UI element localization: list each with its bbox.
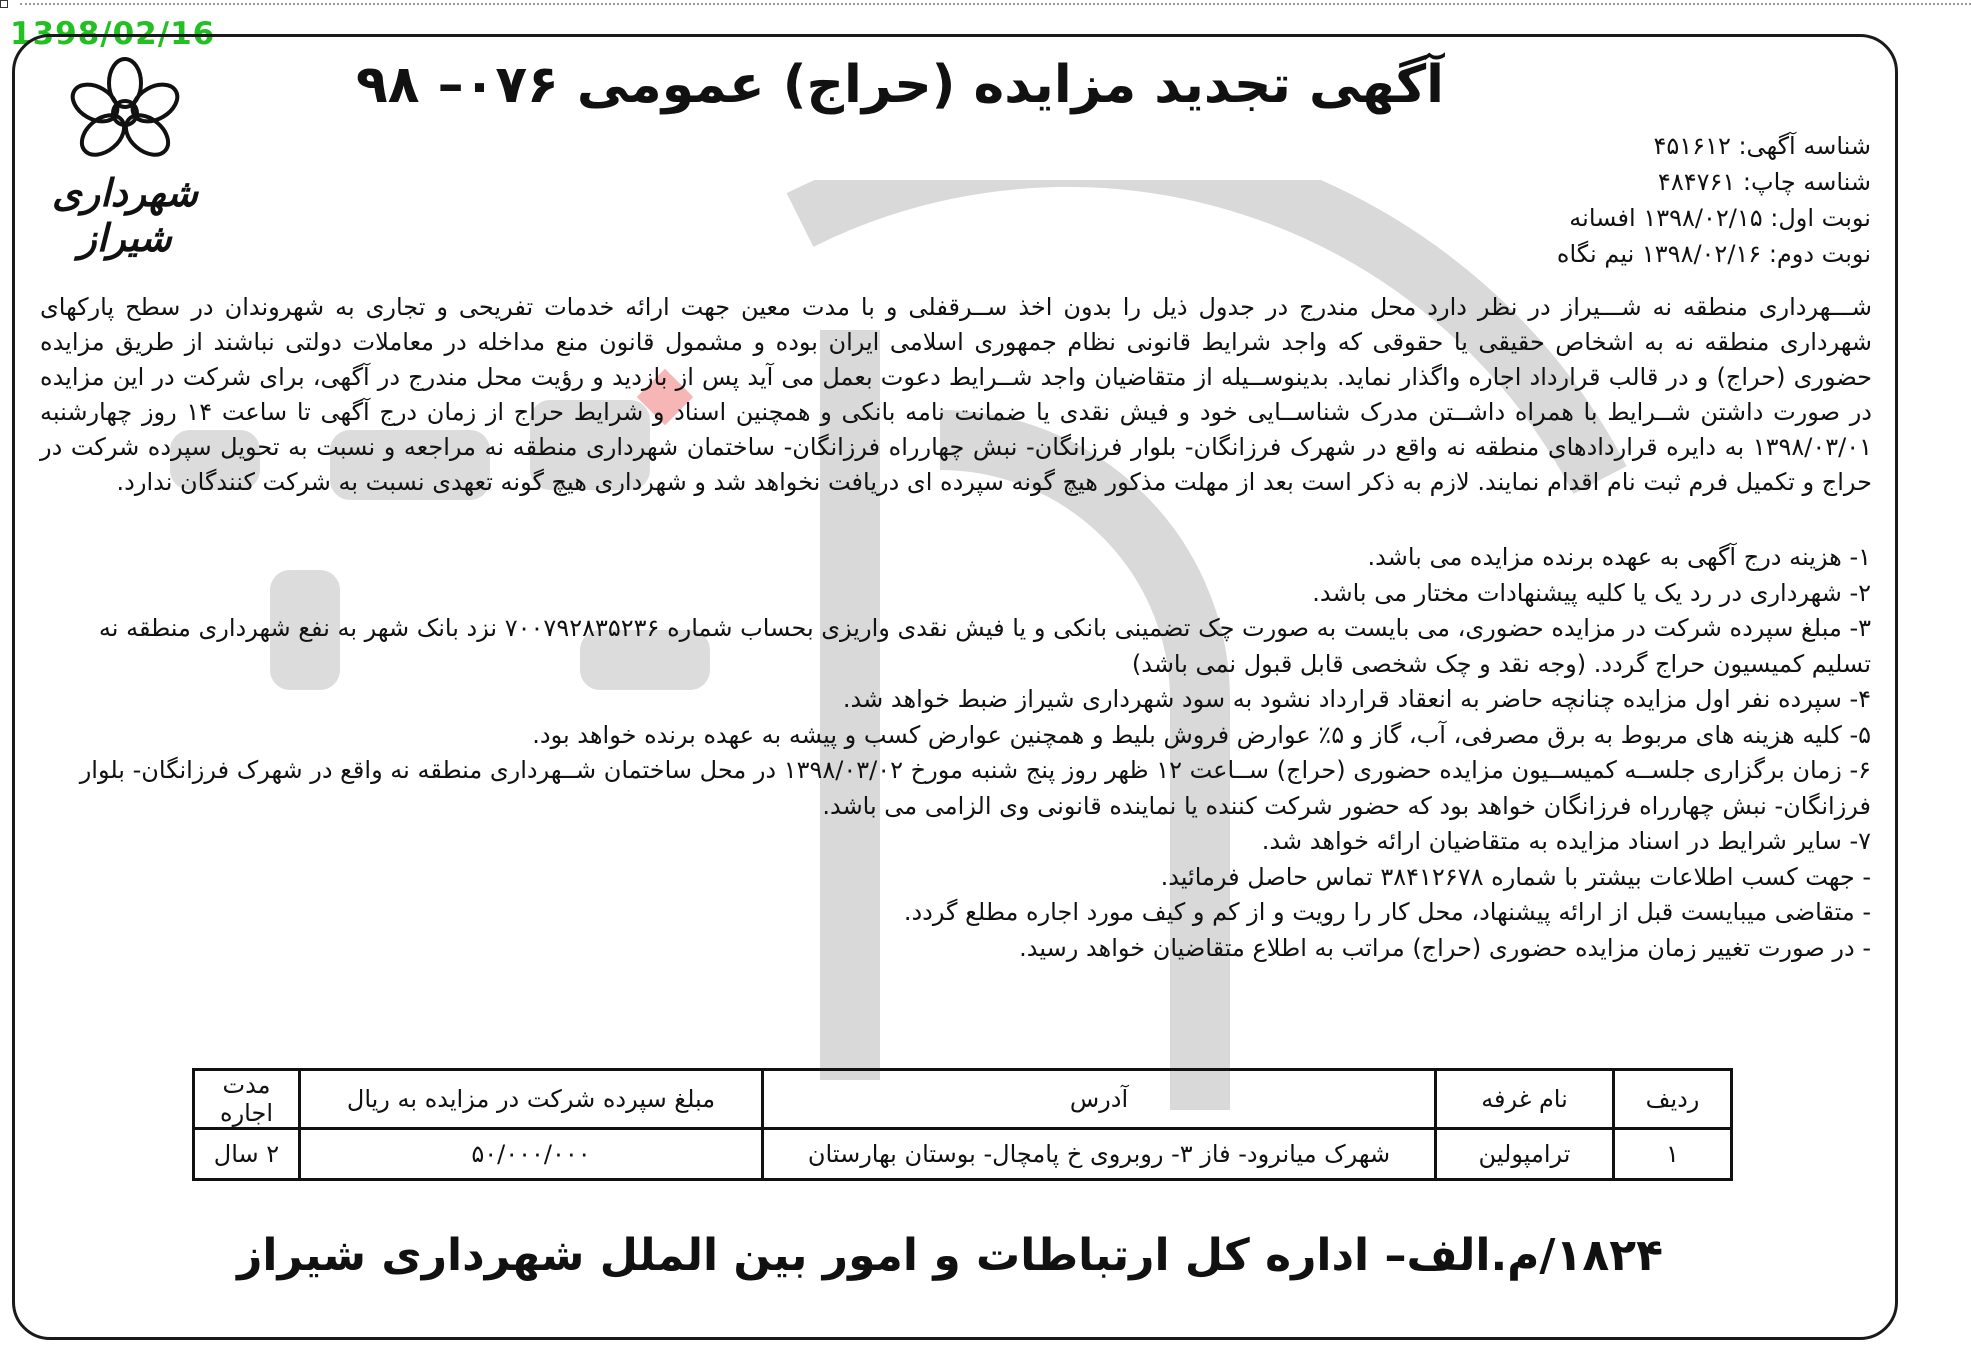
header-address: آدرس	[763, 1070, 1436, 1129]
ad-title: آگهی تجدید مزایده (حراج) عمومی ۰۷۶– ۹۸	[355, 55, 1444, 115]
ad-id: شناسه آگهی: ۴۵۱۶۱۲	[1653, 132, 1871, 160]
condition-item: ۳- مبلغ سپرده شرکت در مزایده حضوری، می بایست به صورت چک تضمینی بانکی و یا فیش نقدی واریزی بحساب شماره ۷۰۰۷۹۲۸۳۵۲۳۶ نزد بانک شهر به نفع شهرداری منطقه نه تسلیم کمیسیون حراج گردد. (وجه نقد و چک شخصی قابل قبول نمی باشد)	[98, 614, 1871, 678]
header-row-number: ردیف	[1614, 1070, 1732, 1129]
logo-text: شهرداری شیراز	[52, 170, 198, 260]
shiraz-municipality-logo	[25, 55, 225, 260]
intro-text: شـــهرداری منطقه نه شـــیراز در نظر دارد محل مندرج در جدول ذیل را بدون اخذ ســرقفلی و با مدت معین جهت ارائه خدمات تفریحی و تجاری به شهروندان در سطح پارکهای شهرداری منطقه نه به اشخاص حقیقی یا حقوقی که واجد شرایط قانونی نظام جمهوری اسلامی ایران بوده و مشمول قانون منع مداخله در معاملات دولتی نباشند از طریق مزایده حضوری (حراج) و در قالب قرارداد اجاره واگذار نماید. بدینوســیله از متقاضیان واجد شــرایط دعوت بعمل می آید پس از بازدید و رؤیت محل مندرج در آگهی، برای شرکت در این مزایده در صورت داشتن شــرایط با همراه داشــتن مدرک شناســایی خود و فیش نقدی یا ضمانت نامه بانکی و همچنین اسناد و شرایط حراج از زمان درج آگهی تا ساعت ۱۴ روز چهارشنبه ۱۳۹۸/۰۳/۰۱ به دایره قراردادهای منطقه نه واقع در شهرک فرزانگان- بلوار فرزانگان- نبش چهارراه فرزانگان- ساختمان شهرداری منطقه نه مراجعه و نسبت به تحویل سپرده شرکت در حراج و تکمیل فرم ثبت نام اقدام نمایند. لازم به ذکر است بعد از مهلت مذکور هیچ گونه سپرده ای دریافت نخواهد شد و شهرداری هیچ گونه تعهدی نسبت به شرکت کنندگان ندارد.	[40, 293, 1872, 496]
print-id: شناسه چاپ: ۴۸۴۷۶۱	[1657, 168, 1871, 196]
ad-meta	[1171, 128, 1871, 272]
date-stamp: 1398/02/16	[10, 16, 216, 52]
cell-booth-name: ترامپولین	[1436, 1129, 1614, 1180]
table-header-row	[194, 1070, 1732, 1129]
auction-table	[192, 1068, 1733, 1181]
condition-item: - در صورت تغییر زمان مزایده حضوری (حراج) مراتب به اطلاع متقاضیان خواهد رسید.	[1019, 933, 1871, 962]
header-booth-name: نام غرفه	[1436, 1070, 1614, 1129]
header-lease-duration: مدت اجاره	[194, 1070, 300, 1129]
intro-paragraph	[40, 290, 1872, 500]
table-row	[194, 1129, 1732, 1180]
condition-item: ۱- هزینه درج آگهی به عهده برنده مزایده می باشد.	[1367, 543, 1871, 571]
top-dotted-border	[20, 3, 1971, 5]
condition-item: ۶- زمان برگزاری جلســه کمیســیون مزایده حضوری (حراج) ســاعت ۱۲ ظهر روز پنج شنبه مورخ ۱۳۹۸/۰۳/۰۲ در محل ساختمان شــهرداری منطقه نه واقع در شهرک فرزانگان- بلوار فرزانگان- نبش چهارراه فرزانگان خواهد بود که حضور شرکت کننده یا نماینده قانونی وی الزامی می باشد.	[79, 756, 1871, 820]
footer-signature: ۱۸۲۴/م.الف– اداره کل ارتباطات و امور بین الملل شهرداری شیراز	[237, 1230, 1663, 1281]
cell-lease-duration: ۲ سال	[194, 1129, 300, 1180]
conditions-list	[40, 540, 1871, 966]
cell-address: شهرک میانرود- فاز ۳- روبروی خ پامچال- بوستان بهارستان	[763, 1129, 1436, 1180]
condition-item: ۲- شهرداری در رد یک یا کلیه پیشنهادات مختار می باشد.	[1312, 578, 1871, 607]
condition-item: - جهت کسب اطلاعات بیشتر با شماره ۳۸۴۱۲۶۷۸ تماس حاصل فرمائید.	[1160, 862, 1871, 891]
corner-marker	[0, 0, 8, 8]
condition-item: ۷- سایر شرایط در اسناد مزایده به متقاضیان ارائه خواهد شد.	[1261, 827, 1871, 855]
first-turn: نوبت اول: ۱۳۹۸/۰۲/۱۵ افسانه	[1569, 204, 1871, 232]
flower-icon	[25, 55, 225, 165]
condition-item: ۴- سپرده نفر اول مزایده چنانچه حاضر به انعقاد قرارداد نشود به سود شهرداری شیراز ضبط خواهد شد.	[842, 685, 1871, 713]
second-turn: نوبت دوم: ۱۳۹۸/۰۲/۱۶ نیم نگاه	[1556, 240, 1871, 268]
condition-item: - متقاضی میبایست قبل از ارائه پیشنهاد، محل کار را رویت و از کم و کیف مورد اجاره مطلع گردد.	[903, 898, 1871, 926]
condition-item: ۵- کلیه هزینه های مربوط به برق مصرفی، آب، گاز و ۵٪ عوارض فروش بلیط و همچنین عوارض کسب و پیشه به عهده برنده خواهد بود.	[532, 720, 1871, 749]
cell-deposit: ۵۰/۰۰۰/۰۰۰	[300, 1129, 763, 1180]
header-deposit: مبلغ سپرده شرکت در مزایده به ریال	[300, 1070, 763, 1129]
cell-row-number: ۱	[1614, 1129, 1732, 1180]
